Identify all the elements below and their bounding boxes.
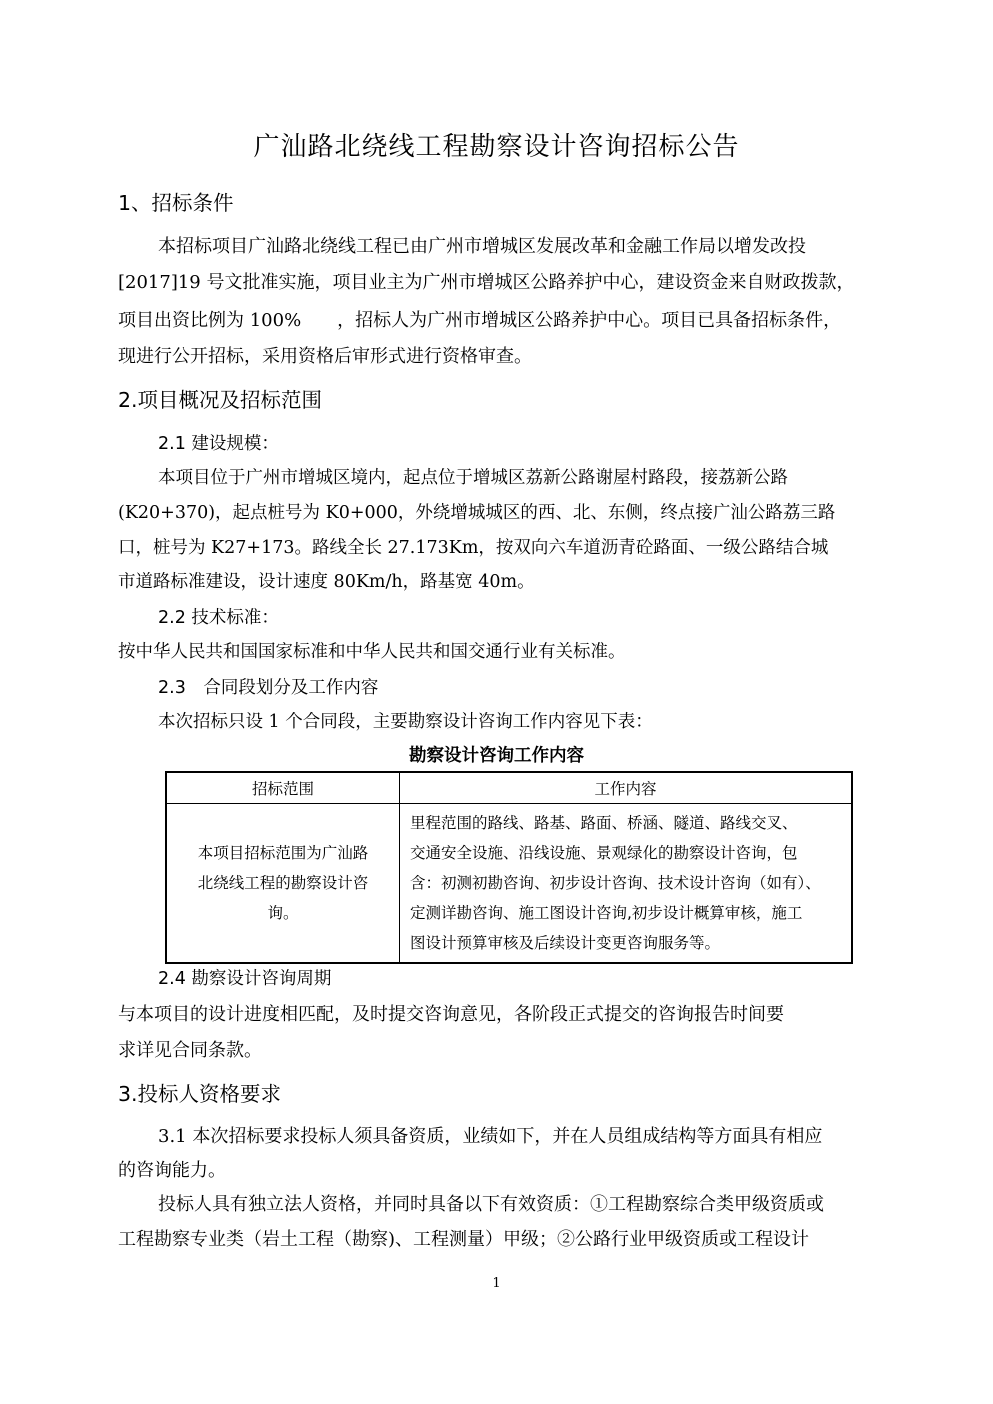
paragraph-line: [2017]19 号文批准实施，项目业主为广州市增城区公路养护中心，建设资金来自财政拨款，: [118, 272, 855, 293]
paragraph-line: 3.1 本次招标要求投标人须具备资质，业绩如下，并在人员组成结构等方面具有相应: [158, 1126, 823, 1147]
section-2-heading: 2.项目概况及招标范围: [118, 388, 323, 412]
cell-line: 北绕线工程的勘察设计咨: [197, 874, 369, 892]
paragraph-line: 的咨询能力。: [118, 1160, 226, 1181]
table-header-scope: 招标范围: [166, 772, 400, 804]
paragraph-line: 现进行公开招标，采用资格后审形式进行资格审查。: [118, 346, 532, 367]
table-cell-content: [400, 804, 853, 964]
table-cell-scope: [166, 804, 400, 964]
paragraph-line: 投标人具有独立法人资格，并同时具备以下有效资质：①工程勘察综合类甲级资质或: [158, 1194, 824, 1215]
paragraph-line: 与本项目的设计进度相匹配，及时提交咨询意见，各阶段正式提交的咨询报告时间要: [118, 1004, 784, 1025]
cell-line: 询。: [267, 904, 299, 922]
section-1-heading: 1、招标条件: [118, 191, 234, 215]
cell-line: 含：初测初勘咨询、初步设计咨询、技术设计咨询（如有）、: [410, 874, 821, 892]
subsection-2-3-heading: 2.3 合同段划分及工作内容: [158, 678, 379, 698]
paragraph-line: 求详见合同条款。: [118, 1040, 262, 1061]
work-content-table: [165, 771, 853, 964]
cell-line: 图设计预算审核及后续设计变更咨询服务等。: [410, 934, 721, 952]
section-3-heading: 3.投标人资格要求: [118, 1082, 282, 1106]
table-header-content: 工作内容: [400, 772, 853, 804]
page-number: 1: [492, 1276, 501, 1291]
paragraph-line: 口，桩号为 K27+173。路线全长 27.173Km，按双向六车道沥青砼路面、一级公路结合城: [118, 538, 829, 558]
paragraph-line: 本招标项目广汕路北绕线工程已由广州市增城区发展改革和金融工作局以增发改投: [158, 236, 806, 257]
subsection-2-1-heading: 2.1 建设规模：: [158, 434, 279, 454]
paragraph-line: (K20+370)，起点桩号为 K0+000，外绕增城城区的西、北、东侧，终点接广汕公路荔三路: [118, 503, 836, 523]
subsection-2-2-heading: 2.2 技术标准：: [158, 608, 279, 628]
document-title: 广汕路北绕线工程勘察设计咨询招标公告: [253, 132, 740, 162]
table-row: [166, 804, 852, 964]
table-header-row: [166, 772, 852, 804]
paragraph-line: 按中华人民共和国国家标准和中华人民共和国交通行业有关标准。: [118, 642, 626, 662]
table-caption: 勘察设计咨询工作内容: [409, 746, 584, 766]
cell-line: 本项目招标范围为广汕路: [197, 844, 369, 862]
paragraph-line: 本次招标只设 1 个合同段，主要勘察设计咨询工作内容见下表：: [158, 712, 653, 732]
subsection-2-4-heading: 2.4 勘察设计咨询周期: [158, 969, 332, 989]
cell-line: 定测详勘咨询、施工图设计咨询,初步设计概算审核，施工: [410, 904, 803, 922]
paragraph-line: 本项目位于广州市增城区境内，起点位于增城区荔新公路谢屋村路段，接荔新公路: [158, 468, 788, 488]
paragraph-line: 市道路标准建设，设计速度 80Km/h，路基宽 40m。: [118, 572, 535, 592]
cell-line: 里程范围的路线、路基、路面、桥涵、隧道、路线交叉、: [410, 814, 798, 832]
paragraph-line: 项目出资比例为 100% ，招标人为广州市增城区公路养护中心。项目已具备招标条件，: [118, 310, 842, 331]
cell-line: 交通安全设施、沿线设施、景观绿化的勘察设计咨询，包: [410, 844, 798, 862]
paragraph-line: 工程勘察专业类（岩土工程（勘察)、工程测量）甲级；②公路行业甲级资质或工程设计: [118, 1229, 810, 1250]
